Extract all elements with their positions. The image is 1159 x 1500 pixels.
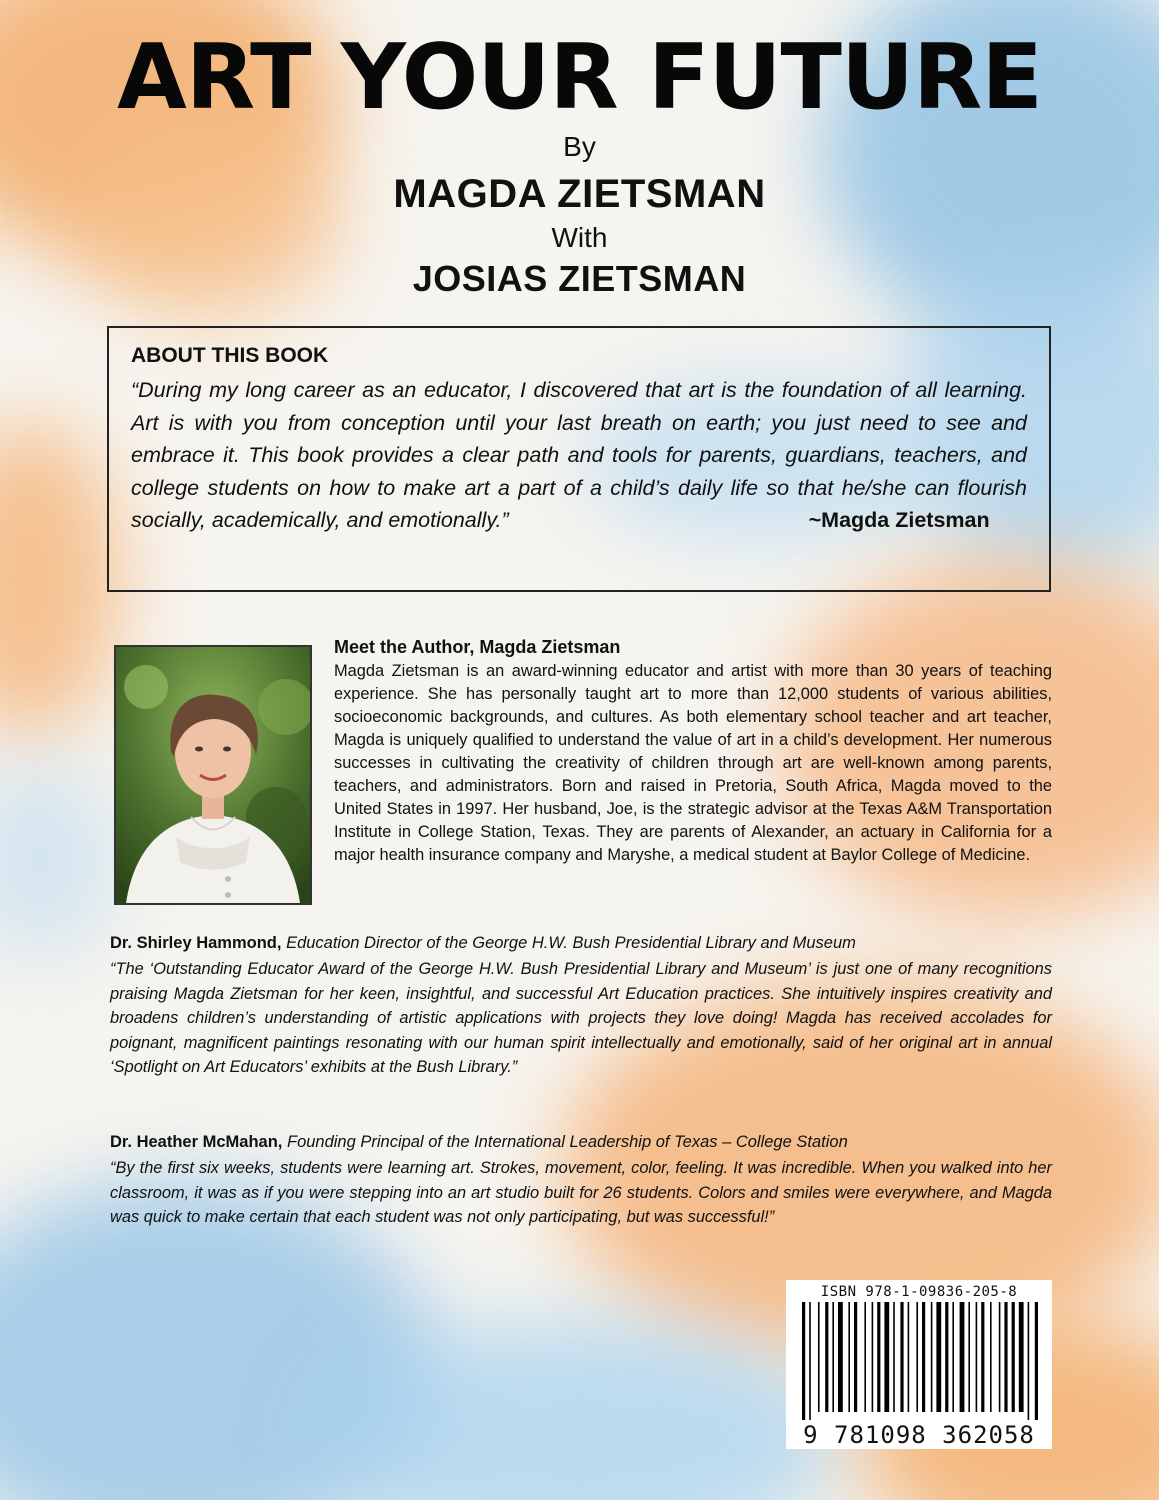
barcode-bar [809,1302,811,1420]
barcode-bar [877,1302,880,1412]
barcode-bar [922,1302,925,1412]
isbn-label: ISBN 978-1-09836-205-8 [820,1284,1018,1300]
barcode-bar [825,1302,828,1412]
endorser-role: Founding Principal of the International Leadership of Texas – College Station [286,1133,848,1151]
endorsement-header [110,1133,1052,1152]
endorser-role: Education Director of the George H.W. Bush Presidential Library and Museum [286,934,856,952]
barcode-bar [854,1302,857,1412]
barcode-bar [1012,1302,1015,1412]
about-box [107,326,1051,592]
barcode-bar [952,1302,954,1412]
barcode-bar [1004,1302,1007,1412]
barcode-bar [1028,1302,1030,1420]
barcode-bar [976,1302,978,1412]
barcode-bar [1035,1302,1038,1420]
with-label: With [551,222,608,253]
barcode-bar [931,1302,933,1412]
barcode-bar [999,1302,1001,1412]
by-label: By [563,131,596,162]
barcode-bar [908,1302,910,1412]
barcode-bar [1019,1302,1024,1412]
barcode-bar [864,1302,866,1412]
endorsement-hammond [110,934,1052,1080]
barcode-bar [838,1302,843,1412]
author-portrait-image [116,647,310,903]
barcode-bar [900,1302,903,1412]
barcode-bar [968,1302,970,1412]
about-quote [131,374,1027,537]
barcode-bar [990,1302,992,1412]
barcode-bar [936,1302,941,1412]
coauthor-name: JOSIAS ZIETSMAN [412,258,747,299]
barcode-bar [848,1302,850,1412]
isbn-barcode [786,1280,1052,1449]
barcode-bar [802,1302,805,1420]
barcode-bars [794,1300,1044,1420]
meet-body: Magda Zietsman is an award-winning educator and artist with more than 30 years of teaching experience. She has personally taught art to more than 12,000 students of various abilities, socioeconomic backgrounds, and cultures. As both elementary school teacher and art teacher, Magda is uniquely qualified to understand the value of art in a child’s development. Her numerous successes in cultivating the creativity of children through art are well-known among parents, teachers, and administrators. Born and raised in Pretoria, South Africa, Magda moved to the United States in 1997. Her husband, Joe, is the strategic advisor at the Texas A&M Transportation Institute in College Station, Texas. They are parents of Alexander, an actuary in California for a major health insurance company and Maryshe, a medical student at Baylor College of Medicine. [334,662,1052,864]
endorser-name: Dr. Shirley Hammond, [110,934,282,952]
meet-author-section [334,637,1052,867]
book-title: ART YOUR FUTURE [117,25,1042,130]
barcode-bar [945,1302,948,1412]
barcode-bar [884,1302,889,1412]
barcode-bar [981,1302,984,1412]
barcode-bar [960,1302,965,1412]
barcode-bar [832,1302,834,1412]
barcode-bar [818,1302,820,1412]
endorser-name: Dr. Heather McMahan, [110,1133,283,1151]
barcode-digits: 9 781098 362058 [803,1421,1035,1449]
endorsement-quote: “The ‘Outstanding Educator Award of the George H.W. Bush Presidential Library and Museum’ is just one of many recognitions praising Magda Zietsman for her keen, insightful, and successful Art Education practices. She intuitively inspires creativity and broadens children’s understanding of artistic applications with projects they love doing! Magda has received accolades for poignant, magnificent paintings resonating with our human spirit intellectually and emotionally, said of her original art in annual ‘Spotlight on Art Educators’ exhibits at the Bush Library.” [110,960,1052,1076]
author-photo [114,645,312,905]
barcode-bar [893,1302,895,1412]
endorsement-header [110,934,1052,953]
about-signature: ~Magda Zietsman [808,508,990,532]
barcode-bar [872,1302,874,1412]
author-name: MAGDA ZIETSMAN [393,172,766,216]
meet-heading: Meet the Author, Magda Zietsman [334,637,621,657]
about-quote-text: “During my long career as an educator, I discovered that art is the foundation of all learning. Art is with you from conception until your last breath on earth; you just need to see and embrace it. This book provides a clear path and tools for parents, guardians, teachers, and college students on how to make art a part of a child’s daily life so that he/she can flourish socially, academically, and emotionally.” [131,378,1027,532]
endorsement-quote: “By the first six weeks, students were learning art. Strokes, movement, color, feeling. It was incredible. When you walked into her classroom, it was as if you were stepping into an art studio built for 26 students. Colors and smiles were everywhere, and Magda was quick to make certain that each student was not only participating, but was successful!” [110,1159,1052,1226]
barcode-bar [916,1302,918,1412]
endorsement-mcmahan [110,1133,1052,1230]
about-heading: ABOUT THIS BOOK [131,344,329,367]
